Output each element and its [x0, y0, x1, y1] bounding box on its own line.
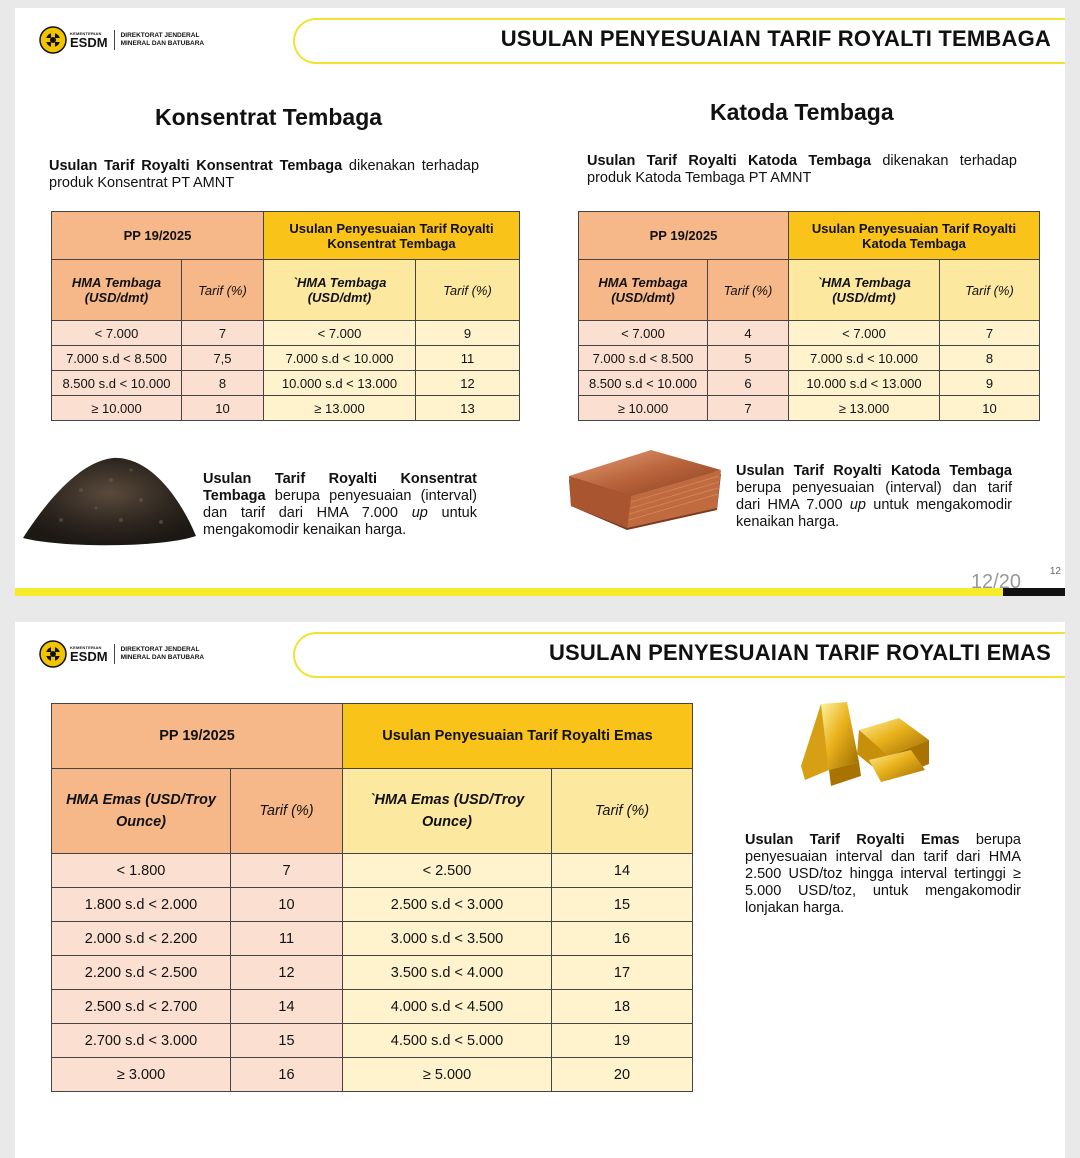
table-cell: 2.700 s.d < 3.000	[52, 1024, 231, 1058]
table-cell: 12	[231, 956, 343, 990]
table-cell: 7	[182, 321, 264, 346]
table-cell: 7.000 s.d < 8.500	[579, 346, 708, 371]
copper-concentrate-image	[21, 450, 197, 550]
esdm-logo	[39, 640, 204, 668]
katoda-rows	[579, 321, 1040, 421]
table-cell: 7	[708, 396, 789, 421]
logo-small-text: KEMENTERIAN	[70, 30, 102, 36]
table-cell: 14	[231, 990, 343, 1024]
left-intro: Usulan Tarif Royalti Konsentrat Tembaga dikenakan terhadap produk Konsentrat PT AMNT	[49, 158, 480, 191]
table-cell: 15	[231, 1024, 343, 1058]
table-cell: 7.000 s.d < 10.000	[789, 346, 940, 371]
page-number: 12/20	[970, 571, 1021, 593]
table-cell: 7	[940, 321, 1040, 346]
table-cell: 16	[552, 922, 693, 956]
katoda-table: PP 19/2025 Usulan Penyesuaian Tarif Royalti Katoda Tembaga HMA Tembaga (USD/dmt) Tarif (%) `HMA Tembaga (USD/dmt) Tarif (%) < 7.000 4 < 7.000 7 7.000 s.d < 8.500 5 7.000 s.d < 10.000 8 8.500 s.d < 10.000 6 10.000 s.d < 13.000 9 ≥ 10.000 7 ≥ 13.000 10	[578, 211, 1040, 421]
table-cell: 14	[552, 854, 693, 888]
right-note: Usulan Tarif Royalti Katoda Tembaga berupa penyesuaian (interval) dan tarif dari HMA 7.000 up untuk mengakomodir kenaikan harga.	[736, 463, 1012, 530]
table-cell: ≥ 13.000	[789, 396, 940, 421]
table-row	[52, 956, 693, 990]
table-row	[52, 1058, 693, 1092]
table-cell: 2.500 s.d < 3.000	[343, 888, 552, 922]
table-row	[579, 321, 1040, 346]
table-cell: < 1.800	[52, 854, 231, 888]
slide-copper	[15, 8, 1065, 596]
table-cell: 10	[182, 396, 264, 421]
table-cell: 8	[940, 346, 1040, 371]
table-cell: 8.500 s.d < 10.000	[52, 371, 182, 396]
table-row	[52, 990, 693, 1024]
table-cell: 20	[552, 1058, 693, 1092]
table-cell: 7.000 s.d < 10.000	[264, 346, 416, 371]
table-cell: 10.000 s.d < 13.000	[789, 371, 940, 396]
table-cell: 4.000 s.d < 4.500	[343, 990, 552, 1024]
table-row	[52, 371, 520, 396]
table-row	[579, 396, 1040, 421]
table-cell: < 7.000	[52, 321, 182, 346]
table-row	[579, 346, 1040, 371]
logo-dir-line1: DIREKTORAT JENDERAL	[120, 646, 200, 654]
table-cell: 6	[708, 371, 789, 396]
table-row	[52, 922, 693, 956]
table-cell: 16	[231, 1058, 343, 1092]
table-cell: 11	[416, 346, 520, 371]
table-cell: 10.000 s.d < 13.000	[264, 371, 416, 396]
footer-stripe	[15, 588, 1065, 596]
right-heading: Katoda Tembaga	[710, 99, 894, 125]
logo-dir-line2: MINERAL DAN BATUBARA	[120, 654, 205, 661]
left-note: Usulan Tarif Royalti Konsentrat Tembaga berupa penyesuaian (interval) dan tarif dari HMA 7.000 up untuk mengakomodir kenaikan harga.	[203, 471, 477, 538]
table-cell: ≥ 3.000	[52, 1058, 231, 1092]
table-cell: ≥ 13.000	[264, 396, 416, 421]
slide-title: USULAN PENYESUAIAN TARIF ROYALTI TEMBAGA	[500, 26, 1051, 51]
page-number-small: 12	[1049, 566, 1061, 577]
gold-bars-image	[799, 700, 933, 792]
table-cell: 3.000 s.d < 3.500	[343, 922, 552, 956]
table-cell: 7.000 s.d < 8.500	[52, 346, 182, 371]
table-cell: 3.500 s.d < 4.000	[343, 956, 552, 990]
table-cell: 10	[940, 396, 1040, 421]
konsentrat-table: PP 19/2025 Usulan Penyesuaian Tarif Royalti Konsentrat Tembaga HMA Tembaga (USD/dmt) Tarif (%) `HMA Tembaga (USD/dmt) Tarif (%) < 7.000 7 < 7.000 9 7.000 s.d < 8.500 7,5 7.000 s.d < 10.000 11 8.500 s.d < 10.000 8 10.000 s.d < 13.000 12 ≥ 10.000 10 ≥ 13.000 13	[51, 211, 520, 421]
table-cell: 13	[416, 396, 520, 421]
table-cell: 7	[231, 854, 343, 888]
table-cell: 1.800 s.d < 2.000	[52, 888, 231, 922]
table-cell: ≥ 10.000	[579, 396, 708, 421]
table-row	[52, 346, 520, 371]
logo-dir-line2: MINERAL DAN BATUBARA	[120, 40, 205, 47]
table-cell: 8	[182, 371, 264, 396]
table-cell: 11	[231, 922, 343, 956]
table-row	[52, 854, 693, 888]
table-cell: 4	[708, 321, 789, 346]
emas-note: Usulan Tarif Royalti Emas berupa penyesuaian interval dan tarif dari HMA 2.500 USD/toz hingga interval tertinggi ≥ 5.000 USD/toz, untuk mengakomodir lonjakan harga.	[745, 832, 1021, 916]
table-cell: < 2.500	[343, 854, 552, 888]
table-cell: 12	[416, 371, 520, 396]
table-cell: 7,5	[182, 346, 264, 371]
table-cell: 8.500 s.d < 10.000	[579, 371, 708, 396]
table-cell: 17	[552, 956, 693, 990]
logo-main-text: ESDM	[70, 648, 108, 664]
table-cell: < 7.000	[264, 321, 416, 346]
konsentrat-rows	[52, 321, 520, 421]
left-heading: Konsentrat Tembaga	[155, 104, 383, 130]
table-cell: 2.000 s.d < 2.200	[52, 922, 231, 956]
table-cell: 2.200 s.d < 2.500	[52, 956, 231, 990]
table-cell: ≥ 5.000	[343, 1058, 552, 1092]
copper-cathode-image	[567, 448, 723, 534]
table-row	[52, 1024, 693, 1058]
table-cell: ≥ 10.000	[52, 396, 182, 421]
table-row	[579, 371, 1040, 396]
esdm-emblem-icon	[39, 26, 67, 54]
table-cell: 19	[552, 1024, 693, 1058]
esdm-logo	[39, 26, 204, 54]
slide-title: USULAN PENYESUAIAN TARIF ROYALTI EMAS	[548, 640, 1051, 665]
table-cell: 18	[552, 990, 693, 1024]
table-row	[52, 396, 520, 421]
emas-table: PP 19/2025 Usulan Penyesuaian Tarif Royalti Emas HMA Emas (USD/Troy Ounce) Tarif (%) `HMA Emas (USD/Troy Ounce) Tarif (%) < 1.800 7 < 2.500 14 1.800 s.d < 2.000 10 2.500 s.d < 3.000 15 2.000 s.d < 2.200 11 3.000 s.d < 3.500 16 2.200 s.d < 2.500 12 3.500 s.d < 4.000 17 2.500 s.d < 2.700 14 4.000 s.d < 4.500 18 2.700 s.d < 3.000 15 4.500 s.d < 5.000 19 ≥ 3.000 16 ≥ 5.000 20	[51, 703, 693, 1092]
table-cell: 10	[231, 888, 343, 922]
table-row	[52, 321, 520, 346]
table-cell: < 7.000	[579, 321, 708, 346]
esdm-emblem-icon	[39, 640, 67, 668]
logo-small-text: KEMENTERIAN	[70, 644, 102, 650]
table-cell: 9	[940, 371, 1040, 396]
emas-rows	[52, 854, 693, 1092]
right-intro: Usulan Tarif Royalti Katoda Tembaga dikenakan terhadap produk Katoda Tembaga PT AMNT	[587, 153, 1017, 186]
table-cell: 2.500 s.d < 2.700	[52, 990, 231, 1024]
table-row	[52, 888, 693, 922]
table-cell: 9	[416, 321, 520, 346]
table-cell: 5	[708, 346, 789, 371]
table-cell: 15	[552, 888, 693, 922]
table-cell: 4.500 s.d < 5.000	[343, 1024, 552, 1058]
table-cell: < 7.000	[789, 321, 940, 346]
slide-gold	[15, 622, 1065, 1158]
logo-dir-line1: DIREKTORAT JENDERAL	[120, 32, 200, 40]
logo-main-text: ESDM	[70, 34, 108, 50]
